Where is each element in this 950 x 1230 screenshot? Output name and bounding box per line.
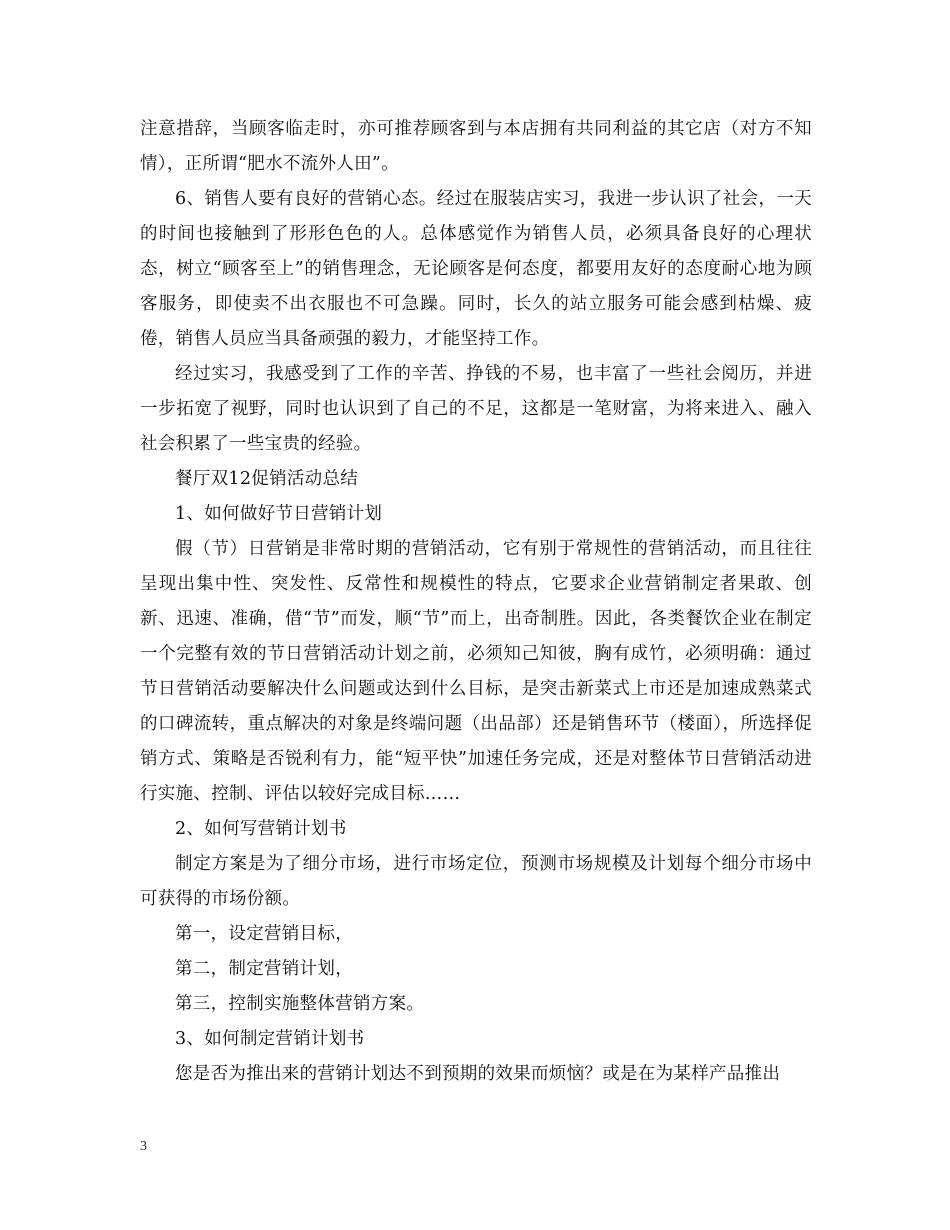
paragraph-3: 经过实习，我感受到了工作的辛苦、挣钱的不易，也丰富了一些社会阅历，并进一步拓宽了视野，同时也认识到了自己的不足，这都是一笔财富，为将来进入、融入社会积累了一些宝贵的经验。: [140, 364, 812, 454]
list-item-1: 第一，设定营销目标，: [175, 924, 353, 944]
paragraph-5: 制定方案是为了细分市场，进行市场定位，预测市场规模及计划每个细分市场中可获得的市场份额。: [140, 854, 812, 909]
paragraph-6: 您是否为推出来的营销计划达不到预期的效果而烦恼？或是在为某样产品推出: [175, 1064, 781, 1084]
heading-2: 2、如何写营销计划书: [175, 819, 347, 839]
heading-1: 1、如何做好节日营销计划: [175, 504, 383, 524]
paragraph-2: 6、销售人要有良好的营销心态。经过在服装店实习，我进一步认识了社会，一天的时间也接触到了形形色色的人。总体感觉作为销售人员，必须具备良好的心理状态，树立“顾客至上”的销售理念，无论顾客是何态度，都要用友好的态度耐心地为顾客服务，即使卖不出衣服也不可急躁。同时，长久的站立服务可能会感到枯燥、疲倦，销售人员应当具备顽强的毅力，才能坚持工作。: [140, 189, 812, 349]
list-item-2: 第二，制定营销计划，: [175, 959, 353, 979]
heading-3: 3、如何制定营销计划书: [175, 1029, 365, 1049]
document-body: [140, 112, 812, 1092]
paragraph-4: 假（节）日营销是非常时期的营销活动，它有别于常规性的营销活动，而且往往呈现出集中性、突发性、反常性和规模性的特点，它要求企业营销制定者果敢、创新、迅速、准确，借“节”而发，顺“节”而上，出奇制胜。因此，各类餐饮企业在制定一个完整有效的节日营销活动计划之前，必须知己知彼，胸有成竹，必须明确：通过节日营销活动要解决什么问题或达到什么目标，是突击新菜式上市还是加速成熟菜式的口碑流转，重点解决的对象是终端问题（出品部）还是销售环节（楼面），所选择促销方式、策略是否锐利有力，能“短平快”加速任务完成，还是对整体节日营销活动进行实施、控制、评估以较好完成目标……: [140, 539, 812, 804]
page-number: 3: [140, 1139, 147, 1154]
section-title: 餐厅双12促销活动总结: [175, 469, 359, 489]
paragraph-1: 注意措辞，当顾客临走时，亦可推荐顾客到与本店拥有共同利益的其它店（对方不知情），正所谓“肥水不流外人田”。: [140, 119, 812, 174]
list-item-3: 第三，控制实施整体营销方案。: [175, 994, 425, 1014]
